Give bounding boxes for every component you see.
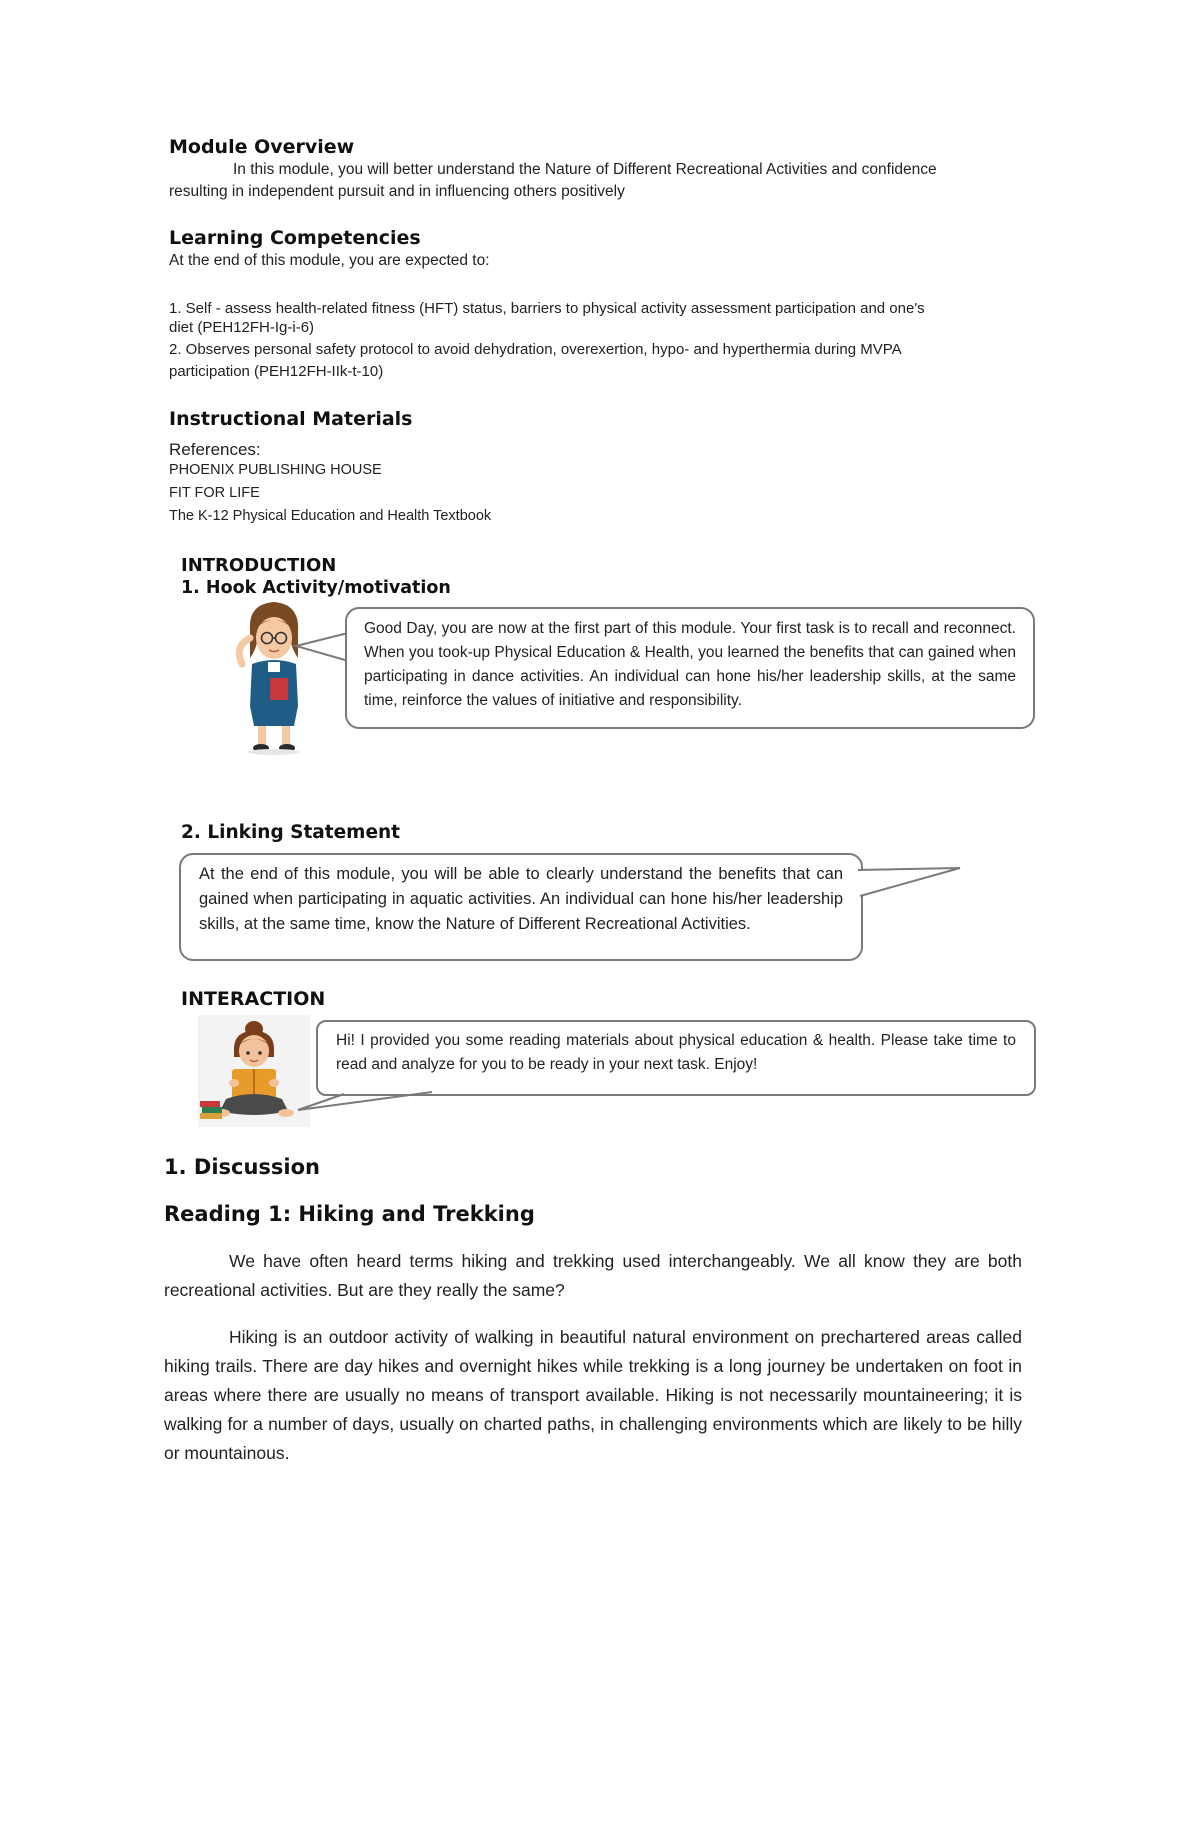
reading-paragraph-2: Hiking is an outdoor activity of walking in beautiful natural environment on prechartered areas called hiking trails. There are day hikes and overnight hikes while trekking is a long journey be undertaken on foot in areas where there are usually no means of transport available. Hiking is not necessarily mountaineering; it is walking for a number of days, usually on charted paths, in challenging environments which are likely to be hilly or mountainous. [164,1327,1022,1463]
reading-girl-illustration [198,1015,310,1127]
references-label: References: [169,440,261,459]
hook-bubble-tail [292,618,352,678]
reference-2: FIT FOR LIFE [169,485,260,501]
competency-item-2-line1: 2. Observes personal safety protocol to avoid dehydration, overexertion, hypo- and hyperthermia during MVPA [169,341,902,358]
reading-paragraph-1: We have often heard terms hiking and trekking used interchangeably. We all know they are both recreational activities. But are they really the same? [164,1251,1022,1300]
hook-speech-bubble [345,607,1035,729]
reading-1-heading: Reading 1: Hiking and Trekking [164,1202,535,1226]
interaction-bubble-tail [298,1090,438,1114]
interaction-heading: INTERACTION [181,988,326,1010]
instructional-materials-heading: Instructional Materials [169,408,413,430]
competency-item-1-line1: 1. Self - assess health-related fitness (HFT) status, barriers to physical activity assessment participation and one's [169,300,925,317]
discussion-heading: 1. Discussion [164,1155,321,1179]
hook-bubble-text: Good Day, you are now at the first part of this module. Your first task is to recall and reconnect. When you took-up Physical Education & Health, you learned the benefits that can gained when participating in dance activities. An individual can hone his/her leadership skills, at the same time, reinforce the values of initiative and responsibility. [364,620,1016,709]
reference-3: The K-12 Physical Education and Health Textbook [169,508,492,524]
linking-bubble-tail [858,862,964,902]
competencies-intro: At the end of this module, you are expected to: [169,252,490,269]
introduction-heading: INTRODUCTION [181,555,337,576]
reference-1: PHOENIX PUBLISHING HOUSE [169,462,382,478]
overview-text-line2: resulting in independent pursuit and in influencing others positively [169,183,625,200]
competency-item-1-line2: diet (PEH12FH-Ig-i-6) [169,319,315,336]
hook-activity-heading: 1. Hook Activity/motivation [181,578,451,598]
interaction-speech-bubble [316,1020,1036,1096]
linking-statement-heading: 2. Linking Statement [181,822,401,843]
linking-speech-bubble [179,853,863,961]
competency-item-2-line2: participation (PEH12FH-IIk-t-10) [169,363,384,380]
overview-text-line1: In this module, you will better understand the Nature of Different Recreational Activities and confidence [233,161,937,178]
module-overview-heading: Module Overview [169,136,355,158]
linking-bubble-text: At the end of this module, you will be able to clearly understand the benefits that can gained when participating in aquatic activities. An individual can hone his/her leadership skills, at the same time, know the Nature of Different Recreational Activities. [199,865,843,933]
learning-competencies-heading: Learning Competencies [169,227,421,249]
interaction-bubble-text: Hi! I provided you some reading materials about physical education & health. Please take time to read and analyze for you to be ready in your next task. Enjoy! [336,1032,1016,1073]
